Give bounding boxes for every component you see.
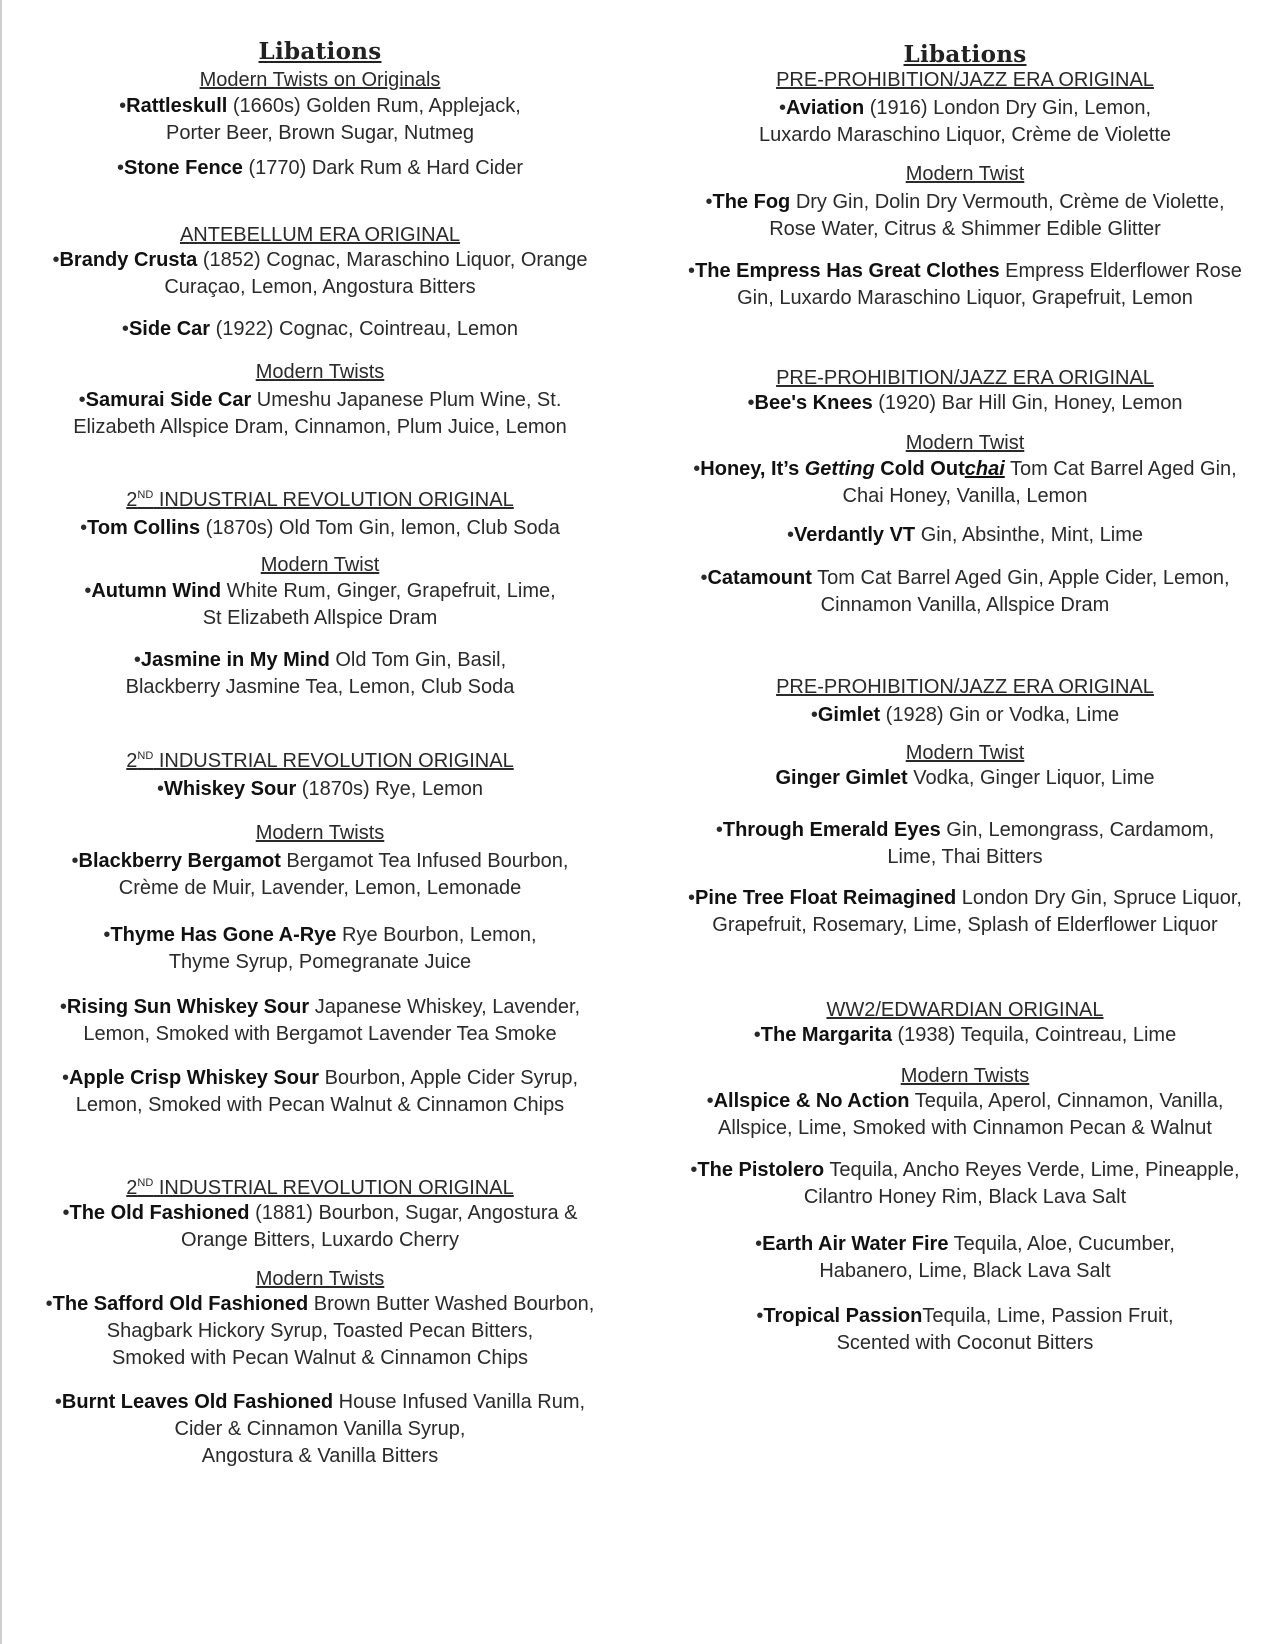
drink-the-fog: •The Fog Dry Gin, Dolin Dry Vermouth, Crème de Violette, Rose Water, Citrus & Shimmer Edible Glitter — [705, 191, 1225, 240]
drink-tom-collins: •Tom Collins (1870s) Old Tom Gin, lemon, Club Soda — [80, 517, 560, 539]
drink-the-old-fashioned: •The Old Fashioned (1881) Bourbon, Sugar, Angostura & Orange Bitters, Luxardo Cherry — [62, 1202, 578, 1251]
drink-autumn-wind: •Autumn Wind White Rum, Ginger, Grapefruit, Lime, St Elizabeth Allspice Dram — [84, 580, 556, 629]
drink-catamount: •Catamount Tom Cat Barrel Aged Gin, Apple Cider, Lemon, Cinnamon Vanilla, Allspice Dram — [700, 567, 1230, 616]
drink-apple-crisp-whiskey-sour: •Apple Crisp Whiskey Sour Bourbon, Apple Cider Syrup, Lemon, Smoked with Pecan Walnut & Cinnamon Chips — [61, 1067, 579, 1116]
drink-aviation: •Aviation (1916) London Dry Gin, Lemon, Luxardo Maraschino Liquor, Crème de Violette — [758, 97, 1172, 146]
section-heading: Modern Twists — [255, 361, 385, 383]
drink-stone-fence: •Stone Fence (1770) Dark Rum & Hard Cider — [116, 157, 524, 179]
section-heading: Modern Twist — [905, 742, 1025, 764]
drink-rattleskull: •Rattleskull (1660s) Golden Rum, Applejack, Porter Beer, Brown Sugar, Nutmeg — [119, 95, 521, 144]
drink-burnt-leaves-old-fashioned: •Burnt Leaves Old Fashioned House Infused Vanilla Rum, Cider & Cinnamon Vanilla Syrup, Angostura & Vanilla Bitters — [54, 1391, 586, 1467]
section-heading: Modern Twists — [900, 1065, 1030, 1087]
left-title: Libations — [258, 38, 382, 65]
section-heading: Modern Twists on Originals — [199, 69, 441, 91]
drink-jasmine-in-my-mind: •Jasmine in My Mind Old Tom Gin, Basil, Blackberry Jasmine Tea, Lemon, Club Soda — [125, 649, 515, 698]
drink-verdantly-vt: •Verdantly VT Gin, Absinthe, Mint, Lime — [786, 524, 1144, 546]
section-heading: Modern Twists — [255, 1268, 385, 1290]
drink-allspice-and-no-action: •Allspice & No Action Tequila, Aperol, Cinnamon, Vanilla, Allspice, Lime, Smoked with Cinnamon Pecan & Walnut — [706, 1090, 1224, 1139]
drink-rising-sun-whiskey-sour: •Rising Sun Whiskey Sour Japanese Whiskey, Lavender, Lemon, Smoked with Bergamot Lavender Tea Smoke — [59, 996, 581, 1045]
drink-thyme-has-gone-a-rye: •Thyme Has Gone A-Rye Rye Bourbon, Lemon, Thyme Syrup, Pomegranate Juice — [103, 924, 537, 973]
page-left-border — [0, 0, 2, 1644]
drink-the-pistolero: •The Pistolero Tequila, Ancho Reyes Verde, Lime, Pineapple, Cilantro Honey Rim, Black Lava Salt — [690, 1159, 1240, 1208]
drink-the-margarita: •The Margarita (1938) Tequila, Cointreau, Lime — [753, 1024, 1177, 1046]
drink-bees-knees: •Bee's Knees (1920) Bar Hill Gin, Honey, Lemon — [747, 392, 1183, 414]
section-heading: ANTEBELLUM ERA ORIGINAL — [179, 224, 461, 246]
section-heading: PRE-PROHIBITION/JAZZ ERA ORIGINAL — [776, 69, 1154, 91]
drink-side-car: •Side Car (1922) Cognac, Cointreau, Lemon — [121, 318, 519, 340]
section-heading: PRE-PROHIBITION/JAZZ ERA ORIGINAL — [776, 367, 1154, 389]
section-heading: Modern Twists — [255, 822, 385, 844]
drink-the-empress-has-great-clothes: •The Empress Has Great Clothes Empress Elderflower Rose Gin, Luxardo Maraschino Liquor, Grapefruit, Lemon — [688, 260, 1242, 309]
section-heading: 2ND INDUSTRIAL REVOLUTION ORIGINAL — [126, 750, 514, 772]
section-heading: 2ND INDUSTRIAL REVOLUTION ORIGINAL — [126, 489, 514, 511]
drink-tropical-passion: •Tropical PassionTequila, Lime, Passion Fruit, Scented with Coconut Bitters — [756, 1305, 1174, 1354]
drink-earth-air-water-fire: •Earth Air Water Fire Tequila, Aloe, Cucumber, Habanero, Lime, Black Lava Salt — [755, 1233, 1175, 1282]
drink-gimlet: •Gimlet (1928) Gin or Vodka, Lime — [810, 704, 1120, 726]
drink-whiskey-sour: •Whiskey Sour (1870s) Rye, Lemon — [156, 778, 484, 800]
drink-the-safford-old-fashioned: •The Safford Old Fashioned Brown Butter Washed Bourbon, Shagbark Hickory Syrup, Toasted Pecan Bitters, Smoked with Pecan Walnut & Cinnamon Chips — [45, 1293, 595, 1369]
drink-pine-tree-float-reimagined: •Pine Tree Float Reimagined London Dry Gin, Spruce Liquor, Grapefruit, Rosemary, Lime, Splash of Elderflower Liquor — [688, 887, 1242, 936]
drink-blackberry-bergamot: •Blackberry Bergamot Bergamot Tea Infused Bourbon, Crème de Muir, Lavender, Lemon, Lemonade — [71, 850, 569, 899]
drink-samurai-side-car: •Samurai Side Car Umeshu Japanese Plum Wine, St. Elizabeth Allspice Dram, Cinnamon, Plum Juice, Lemon — [73, 389, 567, 438]
section-heading: Modern Twist — [905, 163, 1025, 185]
section-heading: Modern Twist — [905, 432, 1025, 454]
section-heading: PRE-PROHIBITION/JAZZ ERA ORIGINAL — [776, 676, 1154, 698]
section-heading: 2ND INDUSTRIAL REVOLUTION ORIGINAL — [126, 1177, 514, 1199]
drink-ginger-gimlet: Ginger Gimlet Vodka, Ginger Liquor, Lime — [775, 767, 1155, 789]
drink-honey-its-getting-cold-outchai: •Honey, It’s Getting Cold Outchai Tom Cat Barrel Aged Gin, Chai Honey, Vanilla, Lemon — [693, 458, 1237, 507]
drink-brandy-crusta: •Brandy Crusta (1852) Cognac, Maraschino Liquor, Orange Curaçao, Lemon, Angostura Bitters — [52, 249, 588, 298]
right-title: Libations — [903, 41, 1027, 68]
section-heading: Modern Twist — [260, 554, 380, 576]
drink-through-emerald-eyes: •Through Emerald Eyes Gin, Lemongrass, Cardamom, Lime, Thai Bitters — [715, 819, 1215, 868]
section-heading: WW2/EDWARDIAN ORIGINAL — [826, 999, 1104, 1021]
